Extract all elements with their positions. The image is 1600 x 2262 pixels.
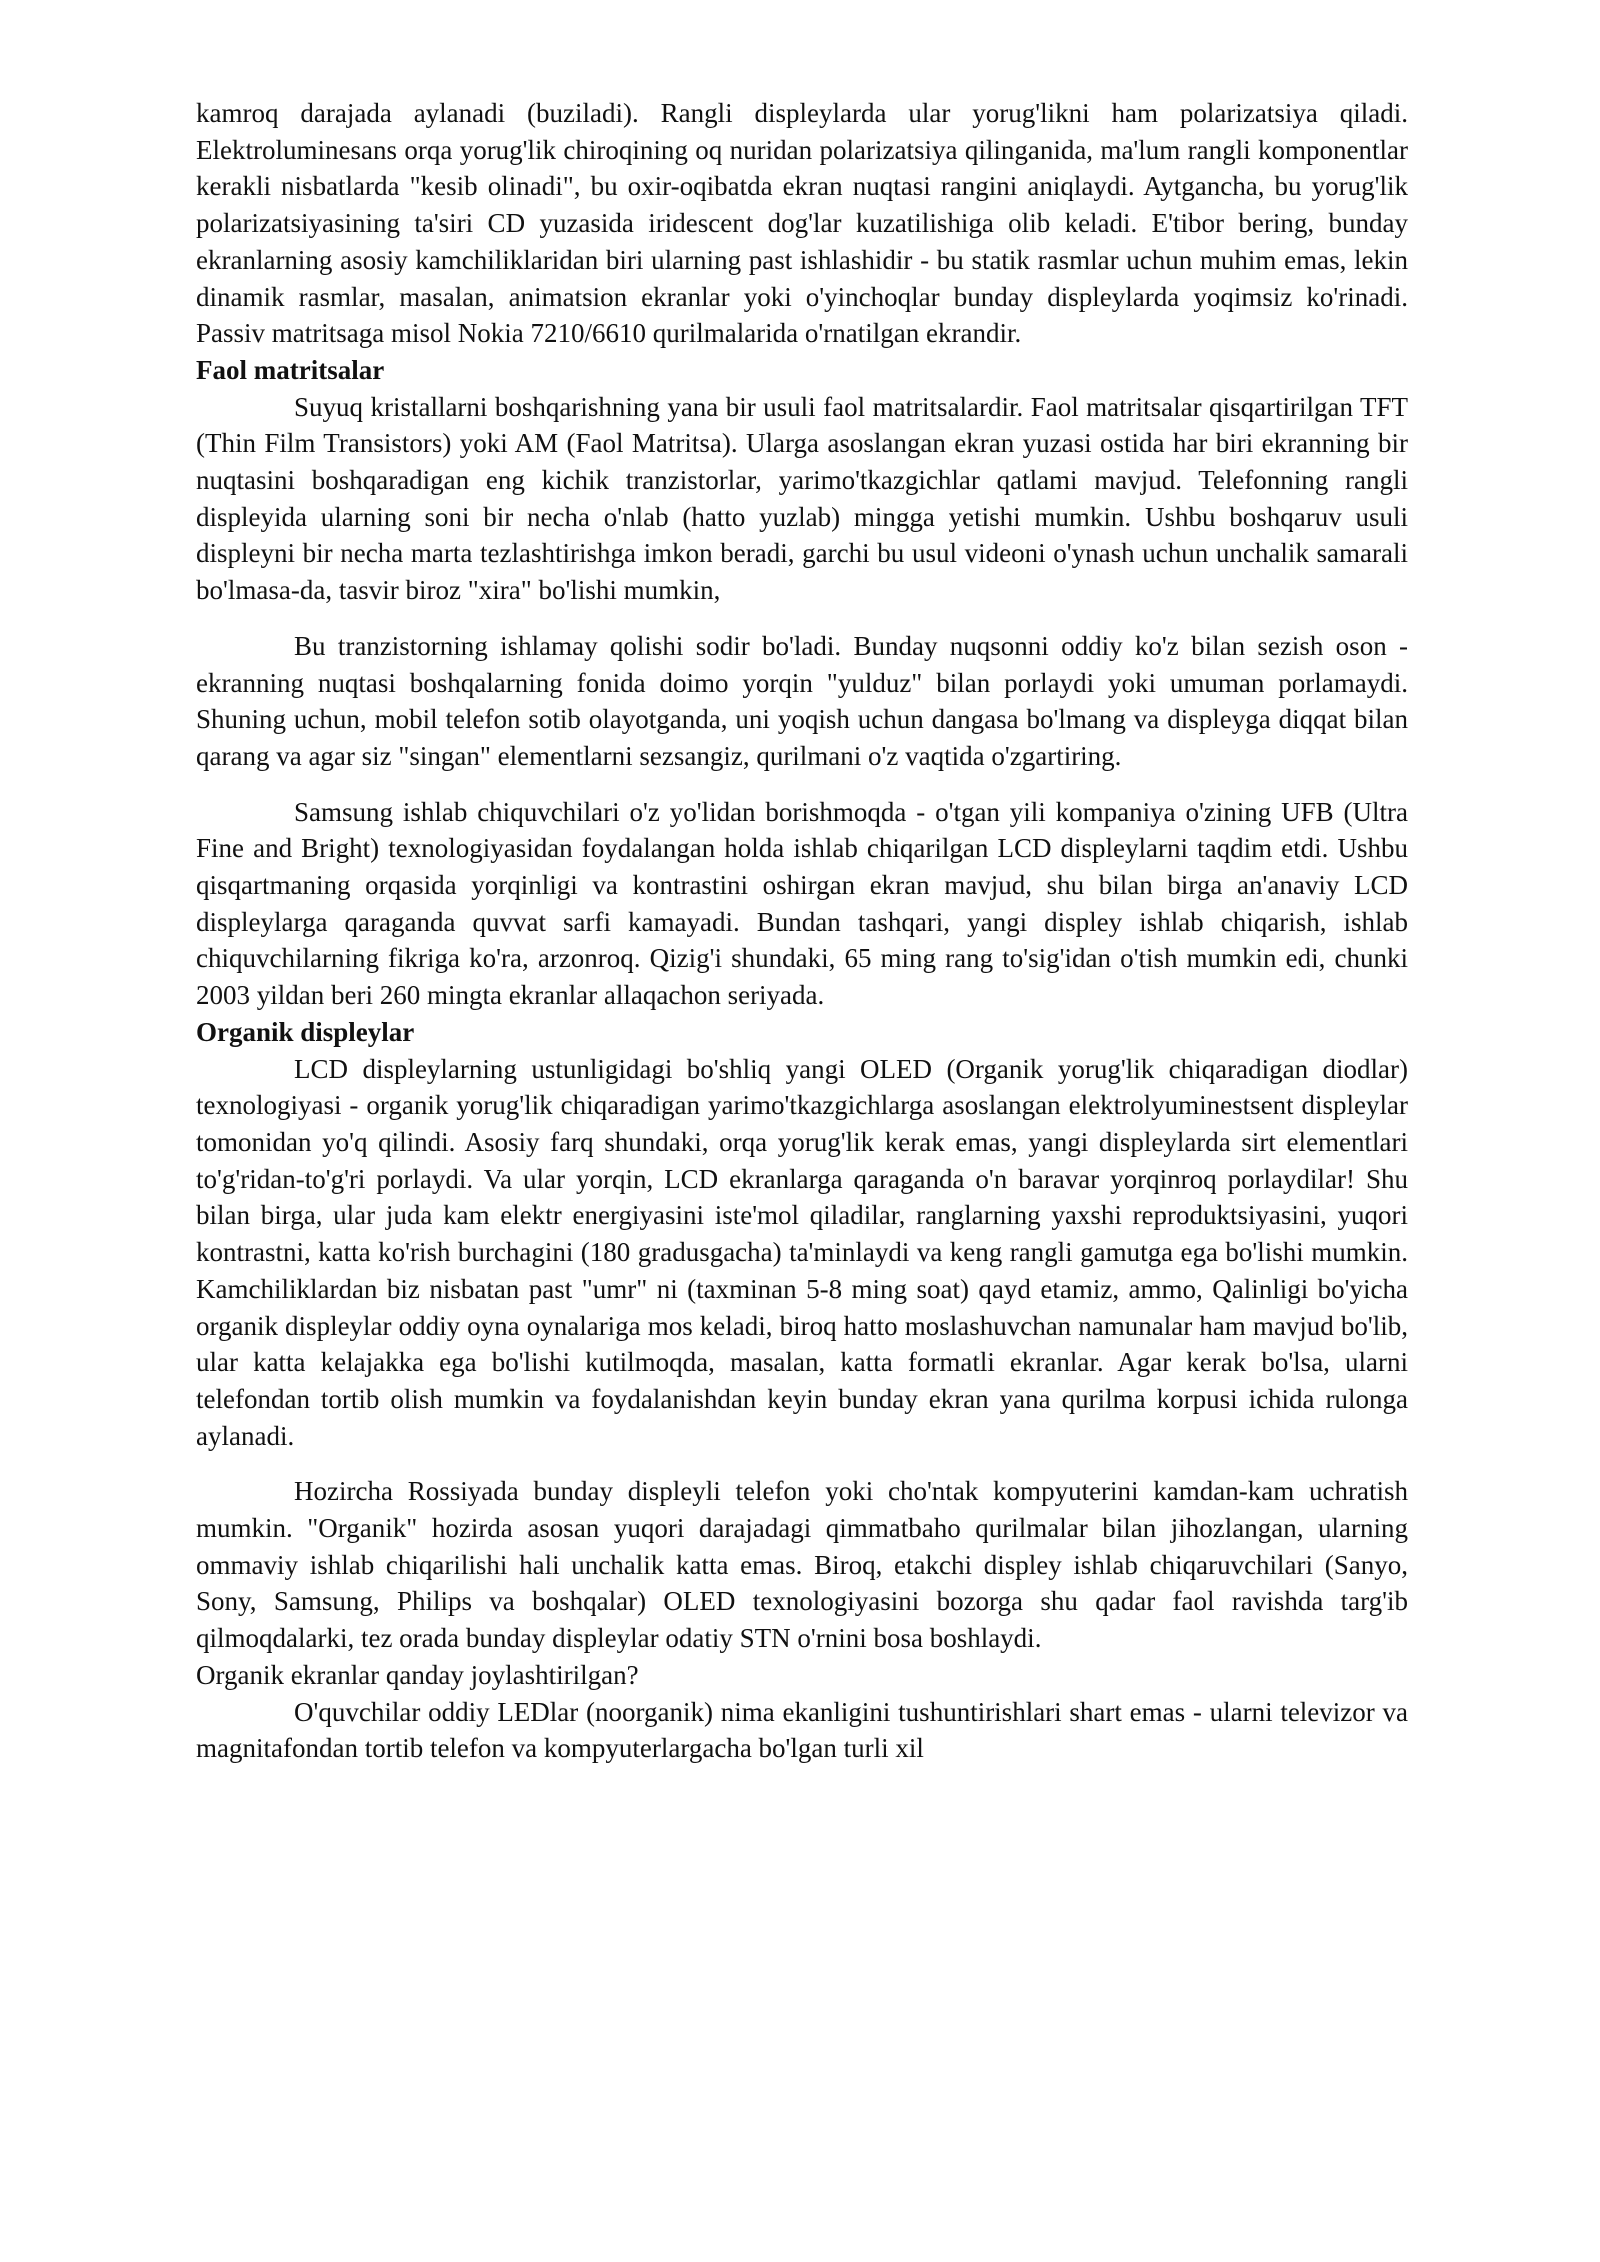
paragraph-russia-market: Hozircha Rossiyada bunday displeyli telefon yoki cho'ntak kompyuterini kamdan-kam uchratish mumkin. "Organik" hozirda asosan yuqori darajadagi qimmatbaho qurilmalar bilan jihozlangan, ularning ommaviy ishlab chiqarilishi hali unchalik katta emas. Biroq, etakchi displey ishlab chiqaruvchilari (Sanyo, Sony, Samsung, Philips va boshqalar) OLED texnologiyasini bozorga shu qadar faol ravishda targ'ib qilmoqdalarki, tez orada bunday displeylar odatiy STN o'rnini bosa boshlaydi. bbox=[196, 1476, 1408, 1654]
heading-organic-displays: Organik displeylar bbox=[196, 1016, 415, 1047]
document-page bbox=[196, 95, 1408, 1767]
paragraph-active-matrices: Suyuq kristallarni boshqarishning yana bir usuli faol matritsalardir. Faol matritsalar qisqartirilgan TFT (Thin Film Transistors) yoki AM (Faol Matritsa). Ularga asoslangan ekran yuzasi ostida har biri ekranning bir nuqtasini boshqaradigan eng kichik tranzistorlar, yarimo'tkazgichlar qatlami mavjud. Telefonning rangli displeyida ularning soni bir necha o'nlab (hatto yuzlab) mingga yetishi mumkin. Ushbu boshqaruv usuli displeyni bir necha marta tezlashtirishga imkon beradi, garchi bu usul videoni o'ynash uchun unchalik samarali bo'lmasa-da, tasvir biroz "xira" bo'lishi mumkin, bbox=[196, 391, 1408, 606]
heading-active-matrices: Faol matritsalar bbox=[196, 354, 385, 385]
paragraph-passive-matrix: kamroq darajada aylanadi (buziladi). Rangli displeylarda ular yorug'likni ham polarizatsiya qiladi. Elektroluminesans orqa yorug'lik chiroqining oq nuridan polarizatsiya qilinganida, ma'lum rangli komponentlar kerakli nisbatlarda "kesib olinadi", bu oxir-oqibatda ekran nuqtasi rangini aniqlaydi. Aytgancha, bu yorug'lik polarizatsiyasining ta'siri CD yuzasida iridescent dog'lar kuzatilishiga olib keladi. E'tibor bering, bunday ekranlarning asosiy kamchiliklaridan biri ularning past ishlashidir - bu statik rasmlar uchun muhim emas, lekin dinamik rasmlar, masalan, animatsion ekranlar yoki o'yinchoqlar bunday displeylarda yoqimsiz ko'rinadi. Passiv matritsaga misol Nokia 7210/6610 qurilmalarida o'rnatilgan ekrandir. bbox=[196, 98, 1408, 349]
paragraph-leds: O'quvchilar oddiy LEDlar (noorganik) nima ekanligini tushuntirishlari shart emas - ularni televizor va magnitafondan tortib telefon va kompyuterlargacha bo'lgan turli xil bbox=[196, 1696, 1408, 1764]
paragraph-transistor-failure: Bu tranzistorning ishlamay qolishi sodir bo'ladi. Bunday nuqsonni oddiy ko'z bilan sezish oson - ekranning nuqtasi boshqalarning fonida doimo yorqin "yulduz" bilan porlaydi yoki umuman porlamaydi. Shuning uchun, mobil telefon sotib olayotganda, uni yoqish uchun dangasa bo'lmang va displeyga diqqat bilan qarang va agar siz "singan" elementlarni sezsangiz, qurilmani o'z vaqtida o'zgartiring. bbox=[196, 630, 1408, 771]
paragraph-samsung-ufb: Samsung ishlab chiquvchilari o'z yo'lidan borishmoqda - o'tgan yili kompaniya o'zining UFB (Ultra Fine and Bright) texnologiyasidan foydalangan holda ishlab chiqarilgan LCD displeylarni taqdim etdi. Ushbu qisqartmaning orqasida yorqinligi va kontrastini oshirgan ekran mavjud, shu bilan birga an'anaviy LCD displeylarga qaraganda quvvat sarfi kamayadi. Bundan tashqari, yangi displey ishlab chiqarish, ishlab chiquvchilarning fikriga ko'ra, arzonroq. Qizig'i shundaki, 65 ming rang to'sig'idan o'tish mumkin edi, chunki 2003 yildan beri 260 mingta ekranlar allaqachon seriyada. bbox=[196, 796, 1408, 1011]
paragraph-oled: LCD displeylarning ustunligidagi bo'shliq yangi OLED (Organik yorug'lik chiqaradigan diodlar) texnologiyasi - organik yorug'lik chiqaradigan yarimo'tkazgichlarga asoslangan elektrolyuminestsent displeylar tomonidan yo'q qilindi. Asosiy farq shundaki, orqa yorug'lik kerak emas, yangi displeylarda sirt elementlari to'g'ridan-to'g'ri porlaydi. Va ular yorqin, LCD ekranlarga qaraganda o'n baravar yorqinroq porlaydilar! Shu bilan birga, ular juda kam elektr energiyasini iste'mol qiladilar, ranglarning yaxshi reproduktsiyasini, yuqori kontrastni, katta ko'rish burchagini (180 gradusgacha) ta'minlaydi va keng rangli gamutga ega bo'lishi mumkin. Kamchiliklardan biz nisbatan past "umr" ni (taxminan 5-8 ming soat) qayd etamiz, ammo, Qalinligi bo'yicha organik displeylar oddiy oyna oynalariga mos keladi, biroq hatto moslashuvchan namunalar ham mavjud bo'lib, ular katta kelajakka ega bo'lishi kutilmoqda, masalan, katta formatli ekranlar. Agar kerak bo'lsa, ularni telefondan tortib olish mumkin va foydalanishdan keyin bunday ekran yana qurilma korpusi ichida rulonga aylanadi. bbox=[196, 1053, 1408, 1451]
heading-organic-structure: Organik ekranlar qanday joylashtirilgan? bbox=[196, 1659, 639, 1690]
